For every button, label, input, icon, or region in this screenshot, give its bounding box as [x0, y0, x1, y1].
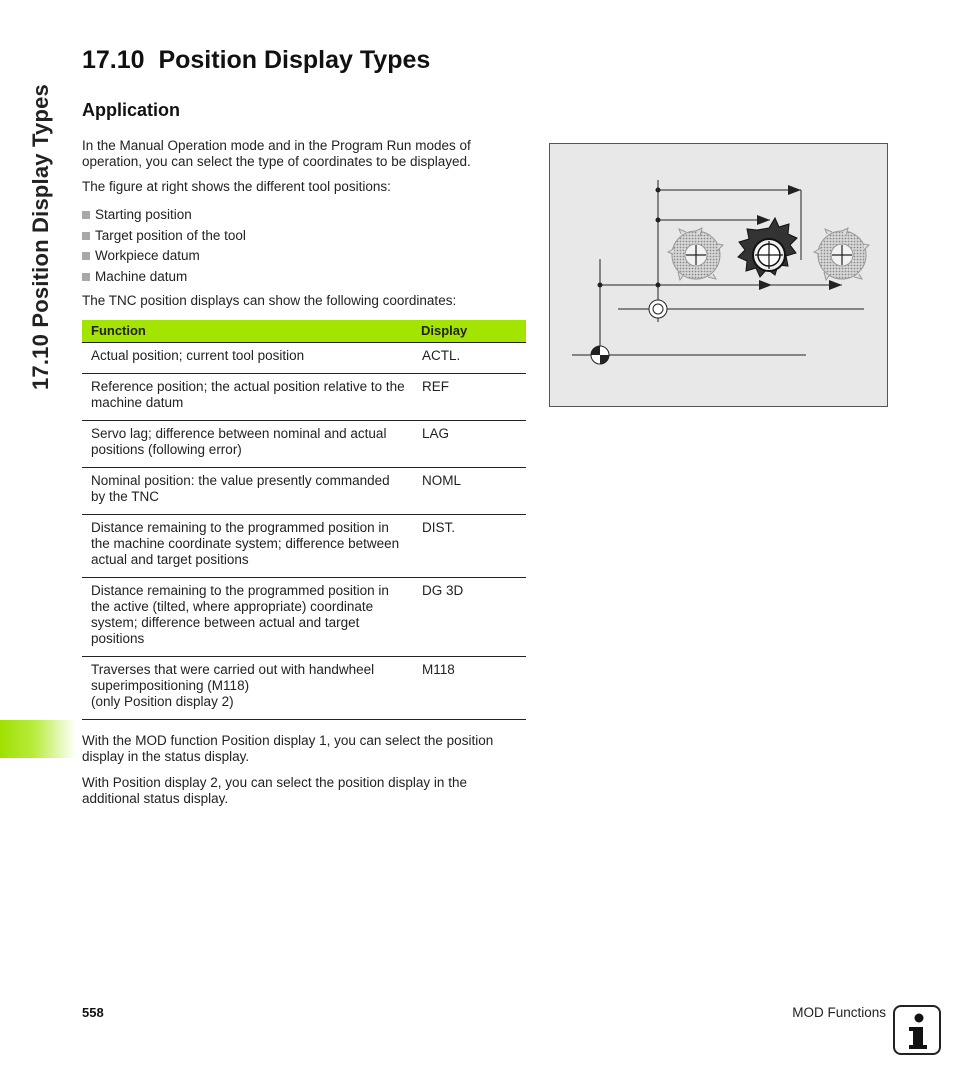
chapter-tab-marker: [0, 720, 76, 758]
function-cell: Distance remaining to the programmed position in the machine coordinate system; difference between actual and target positions: [82, 515, 412, 578]
function-cell: Traverses that were carried out with handwheel superimpositioning (M118) (only Position display 2): [82, 657, 412, 720]
list-item: Target position of the tool: [82, 226, 246, 247]
list-item: Machine datum: [82, 267, 246, 288]
dimension-dot-icon: [656, 218, 661, 223]
display-cell: ACTL.: [412, 343, 526, 374]
table-row: [82, 657, 526, 720]
table-row: [82, 421, 526, 468]
figure-reference-paragraph: The figure at right shows the different tool positions:: [82, 179, 391, 194]
current-tool-icon: [738, 218, 797, 277]
table-row: [82, 468, 526, 515]
footer-section-title: MOD Functions: [792, 1005, 886, 1020]
page-number: 558: [82, 1005, 104, 1020]
starting-position-tool-icon: [668, 228, 723, 280]
display-cell: NOML: [412, 468, 526, 515]
arrow-head-icon: [759, 280, 772, 290]
display-cell: DG 3D: [412, 578, 526, 657]
section-heading: Application: [82, 100, 180, 120]
bullet-square-icon: [82, 232, 90, 240]
dimension-dot-icon: [656, 283, 661, 288]
intro-paragraph: In the Manual Operation mode and in the Program Run modes of operation, you can select the type of coordinates to be displayed.: [82, 138, 471, 169]
bullet-square-icon: [82, 252, 90, 260]
dimension-dot-icon: [598, 283, 603, 288]
function-cell: Nominal position: the value presently commanded by the TNC: [82, 468, 412, 515]
tool-positions-diagram: [550, 144, 889, 408]
table-row: [82, 343, 526, 374]
table-row: [82, 578, 526, 657]
mod-display1-paragraph: With the MOD function Position display 1, you can select the position display in the status display.: [82, 733, 494, 764]
workpiece-datum-icon: [649, 300, 667, 318]
display-cell: M118: [412, 657, 526, 720]
arrow-head-icon: [788, 185, 801, 195]
column-header-display: Display: [412, 320, 526, 343]
display-cell: DIST.: [412, 515, 526, 578]
table-header-row: [82, 320, 526, 343]
function-cell: Reference position; the actual position relative to the machine datum: [82, 374, 412, 421]
side-chapter-title-text: 17.10 Position Display Types: [28, 84, 53, 390]
arrow-head-icon: [829, 280, 842, 290]
arrow-head-icon: [757, 215, 770, 225]
page-title: 17.10 Position Display Types: [82, 46, 431, 74]
target-position-tool-icon: [814, 228, 869, 280]
tool-positions-figure: [549, 143, 888, 407]
machine-datum-icon: [591, 346, 609, 364]
position-display-table: [82, 320, 526, 720]
tool-position-list: [82, 205, 246, 287]
column-header-function: Function: [82, 320, 412, 343]
display-cell: REF: [412, 374, 526, 421]
function-cell: Distance remaining to the programmed position in the active (tilted, where appropriate) coordinate system; difference between actual and target positions: [82, 578, 412, 657]
mod-display2-paragraph: With Position display 2, you can select the position display in the additional status display.: [82, 775, 467, 806]
table-row: [82, 374, 526, 421]
table-row: [82, 515, 526, 578]
side-chapter-title: [28, 50, 54, 390]
function-cell: Actual position; current tool position: [82, 343, 412, 374]
list-item: Starting position: [82, 205, 246, 226]
info-icon: [893, 1005, 941, 1055]
list-item: Workpiece datum: [82, 246, 246, 267]
function-cell: Servo lag; difference between nominal and actual positions (following error): [82, 421, 412, 468]
dimension-dot-icon: [656, 188, 661, 193]
tnc-displays-paragraph: The TNC position displays can show the following coordinates:: [82, 293, 457, 308]
display-cell: LAG: [412, 421, 526, 468]
bullet-square-icon: [82, 273, 90, 281]
bullet-square-icon: [82, 211, 90, 219]
